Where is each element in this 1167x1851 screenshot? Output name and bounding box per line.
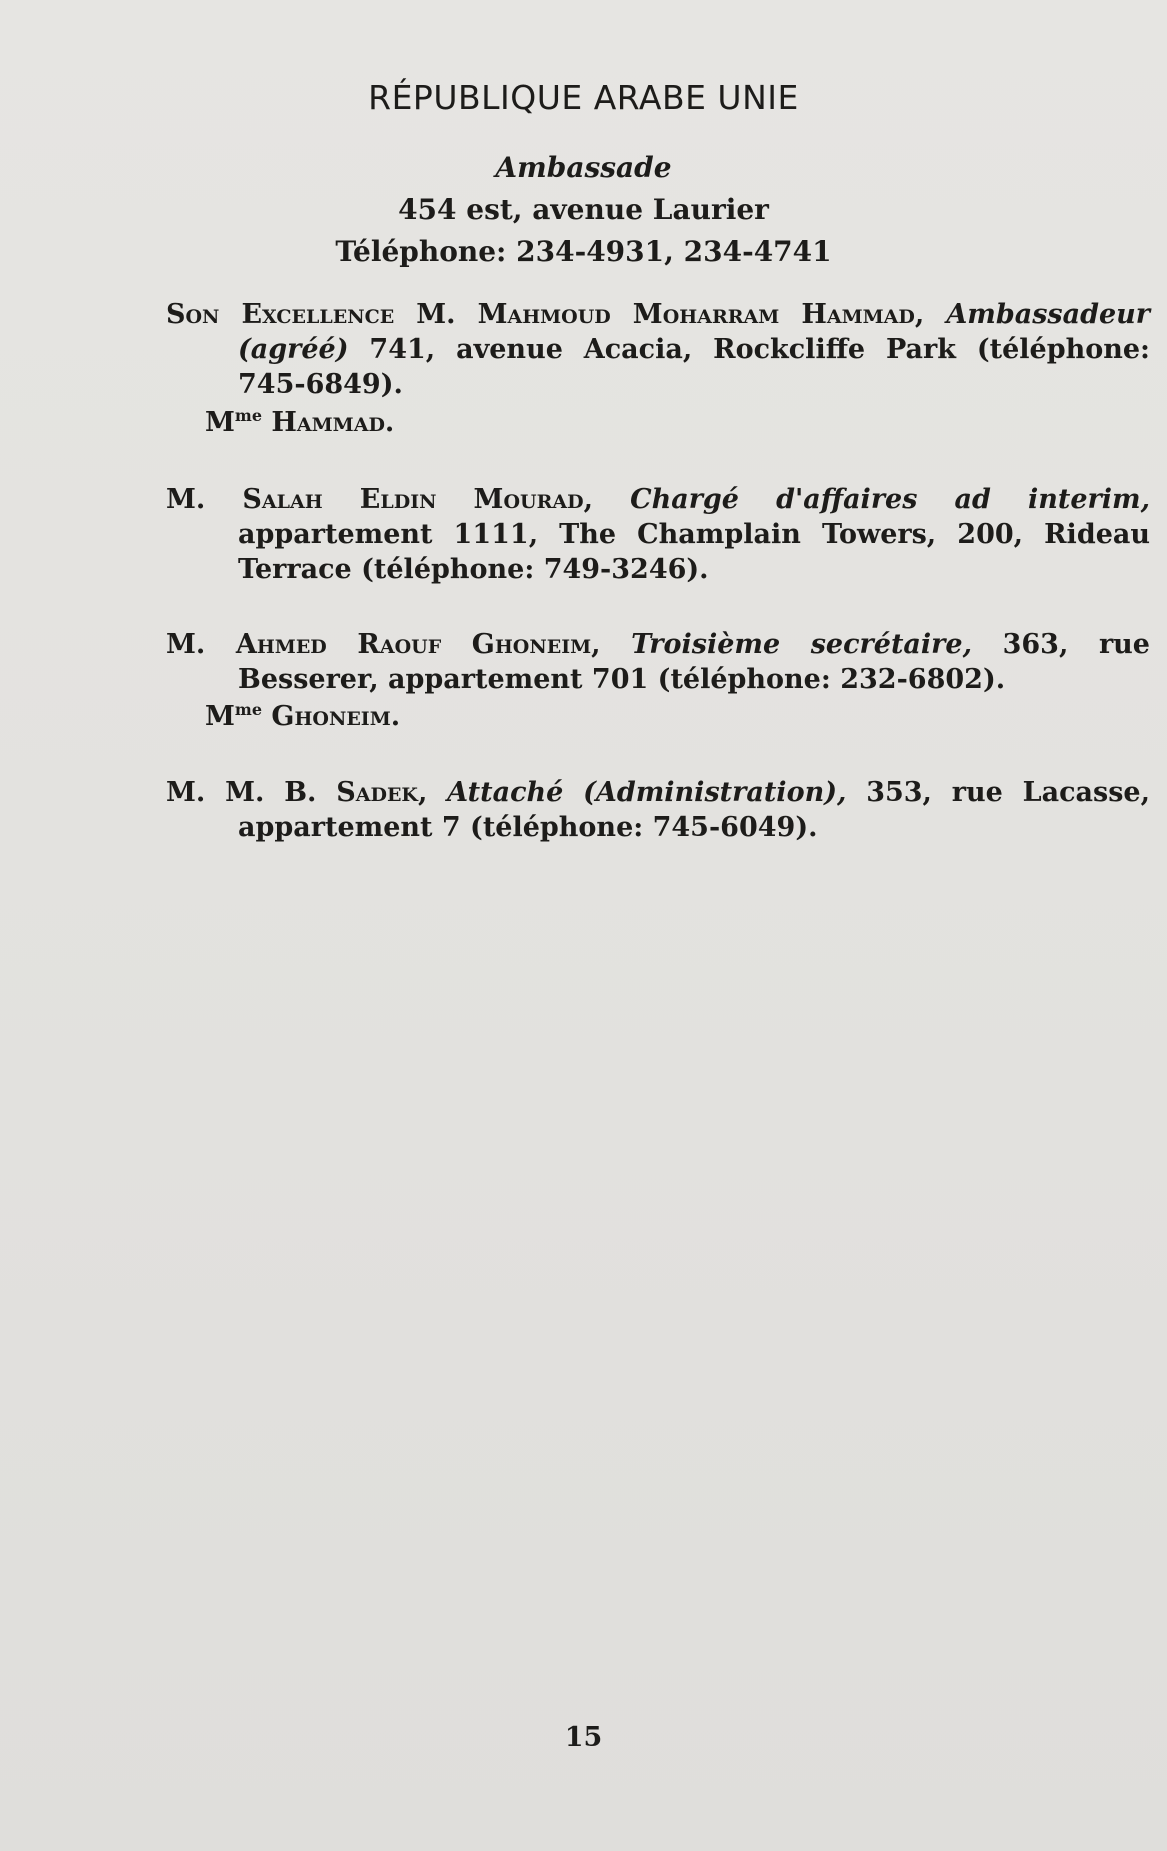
entry-name: M. M. B. Sadek, — [166, 777, 428, 808]
entry-details: 741, avenue Acacia, Rockcliffe Park (téléphone: 745-6849). — [238, 334, 1150, 400]
spouse-name: Hammad. — [262, 407, 395, 438]
entry-details: 363, rue Besserer, appartement 701 (téléphone: 232-6802). — [238, 629, 1150, 695]
spouse-superscript: me — [234, 700, 262, 719]
entry-name: Son Excellence M. Mahmoud Moharram Hammad, — [166, 299, 925, 330]
embassy-phone: Téléphone: 234-4931, 234-4741 — [335, 235, 832, 268]
directory-entry — [166, 627, 1150, 697]
page-title: RÉPUBLIQUE ARABE UNIE — [368, 78, 799, 117]
spouse-entry — [205, 405, 394, 440]
directory-entry — [166, 775, 1150, 845]
directory-entry — [166, 482, 1150, 587]
embassy-address: 454 est, avenue Laurier — [398, 193, 769, 226]
spouse-prefix: M — [205, 701, 235, 732]
directory-entry — [166, 297, 1150, 402]
page-number: 15 — [564, 1722, 603, 1753]
spouse-entry — [205, 699, 400, 734]
entry-details: appartement 1111, The Champlain Towers, 200, Rideau Terrace (téléphone: 749-3246). — [238, 519, 1150, 585]
embassy-label: Ambassade — [495, 151, 672, 184]
entry-role: Chargé d'affaires ad interim, — [630, 484, 1150, 515]
entry-role: Attaché (Administration), — [447, 777, 847, 808]
spouse-prefix: M — [205, 407, 235, 438]
entry-name: M. Salah Eldin Mourad, — [166, 484, 593, 515]
entry-details: 353, rue Lacasse, appartement 7 (téléphone: 745-6049). — [238, 777, 1151, 843]
entry-role: Ambassadeur (agréé) — [238, 299, 1151, 365]
entry-name: M. Ahmed Raouf Ghoneim, — [166, 629, 601, 660]
spouse-superscript: me — [234, 406, 262, 425]
spouse-name: Ghoneim. — [262, 701, 401, 732]
entry-role: Troisième secrétaire, — [631, 629, 972, 660]
